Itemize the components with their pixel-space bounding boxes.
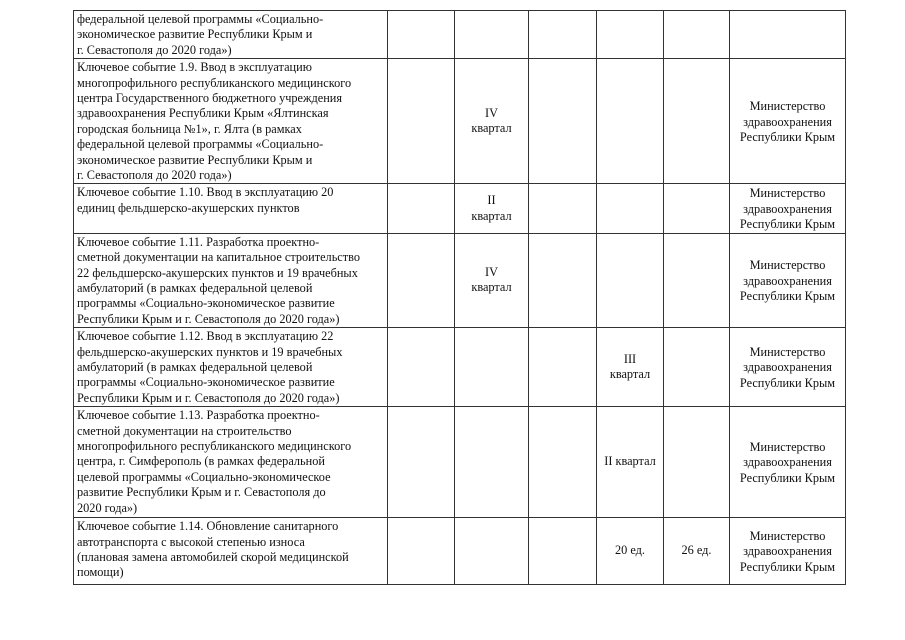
event-cell <box>74 11 388 59</box>
event-text-line: автотранспорта с высокой степенью износа <box>77 534 305 549</box>
empty-cell <box>388 518 455 585</box>
event-text-line: федеральной целевой программы «Социально- <box>77 12 324 26</box>
event-text-line: центра Государственного бюджетного учреждения <box>77 91 343 106</box>
period-cell <box>455 11 529 59</box>
table-row <box>74 407 846 518</box>
event-text-line: городская больница №1», г. Ялта (в рамках <box>77 121 302 136</box>
event-text-line: целевой программы «Социально-экономическое <box>77 469 331 484</box>
event-text-line: помощи) <box>77 565 124 580</box>
responsible-text-line: здравоохранения <box>743 273 832 288</box>
responsible-cell <box>730 59 846 184</box>
value-cell <box>664 59 730 184</box>
period-text: IV <box>485 105 498 120</box>
event-text-line: экономическое развитие Республики Крым и <box>77 27 313 42</box>
period-cell <box>455 328 529 407</box>
responsible-cell <box>730 518 846 585</box>
responsible-text-line: Министерство <box>749 99 826 114</box>
event-text-line: (плановая замена автомобилей скорой медицинской <box>77 549 349 564</box>
event-text-line: программы «Социально-экономическое развитие <box>77 296 335 311</box>
responsible-text-line: Республики Крым <box>739 375 836 390</box>
value-cell <box>664 184 730 233</box>
event-text-line: многопрофильного республиканского медицинского <box>77 438 352 453</box>
event-text-line: единиц фельдшерско-акушерских пунктов <box>77 200 300 215</box>
period-text: квартал <box>471 208 512 223</box>
period-text: III <box>623 351 637 366</box>
event-text-line: сметной документации на капитальное строительство <box>77 250 361 265</box>
responsible-text-line: Республики Крым <box>739 130 836 145</box>
event-text-line: сметной документации на строительство <box>77 423 292 438</box>
plan-table <box>73 10 846 585</box>
responsible-text-line: здравоохранения <box>743 114 832 129</box>
event-text-line: Ключевое событие 1.11. Разработка проектно- <box>77 234 320 249</box>
responsible-text-line: Министерство <box>749 345 826 360</box>
event-text-line: Республики Крым и г. Севастополя до 2020 года») <box>77 390 340 405</box>
period-text: квартал <box>609 367 651 382</box>
period-cell <box>455 407 529 518</box>
event-text-line: экономическое развитие Республики Крым и <box>77 152 313 167</box>
event-text-line: Ключевое событие 1.10. Ввод в эксплуатацию 20 <box>77 185 334 200</box>
empty-cell <box>529 59 597 184</box>
period-cell <box>597 407 664 518</box>
responsible-cell <box>730 407 846 518</box>
table-row <box>74 11 846 59</box>
empty-cell <box>529 518 597 585</box>
event-text-line: фельдшерско-акушерских пунктов и 19 врачебных <box>77 344 343 359</box>
event-text-line: здравоохранения Республики Крым «Ялтинская <box>77 106 329 121</box>
responsible-text-line: Министерство <box>749 258 826 273</box>
responsible-cell <box>730 184 846 233</box>
event-text-line: Ключевое событие 1.13. Разработка проектно- <box>77 408 320 423</box>
event-text-line: Республики Крым и г. Севастополя до 2020 года») <box>77 311 340 326</box>
responsible-text-line: Республики Крым <box>739 289 836 304</box>
period-cell <box>455 233 529 327</box>
period-cell <box>597 328 664 407</box>
period-text: II квартал <box>604 454 656 469</box>
responsible-text-line: здравоохранения <box>743 360 832 375</box>
responsible-text-line: Республики Крым <box>739 470 836 485</box>
period-text: квартал <box>471 280 512 295</box>
event-text-line: развитие Республики Крым и г. Севастополя до <box>77 485 326 500</box>
table-row <box>74 184 846 233</box>
event-cell <box>74 518 388 585</box>
table-row <box>74 233 846 327</box>
responsible-cell <box>730 233 846 327</box>
value-text: 26 ед. <box>681 543 712 558</box>
responsible-cell <box>730 11 846 59</box>
value-cell <box>664 328 730 407</box>
event-text-line: федеральной целевой программы «Социально- <box>77 137 324 152</box>
event-cell <box>74 407 388 518</box>
empty-cell <box>388 233 455 327</box>
empty-cell <box>529 233 597 327</box>
event-text-line: 22 фельдшерско-акушерских пунктов и 19 врачебных <box>77 265 358 280</box>
event-cell <box>74 59 388 184</box>
table-row <box>74 518 846 585</box>
value-cell <box>664 11 730 59</box>
empty-cell <box>529 11 597 59</box>
period-cell <box>597 518 664 585</box>
responsible-text-line: Министерство <box>749 529 826 544</box>
event-text-line: 2020 года») <box>77 500 138 515</box>
responsible-text-line: Республики Крым <box>739 559 836 574</box>
event-text-line: Ключевое событие 1.9. Ввод в эксплуатацию <box>77 60 312 75</box>
event-text-line: г. Севастополя до 2020 года») <box>77 42 232 57</box>
responsible-text-line: Министерство <box>749 186 826 201</box>
responsible-text-line: Министерство <box>749 440 826 455</box>
responsible-text-line: Республики Крым <box>739 217 836 232</box>
event-text-line: амбулаторий (в рамках федеральной целевой <box>77 359 313 374</box>
empty-cell <box>388 328 455 407</box>
event-cell <box>74 328 388 407</box>
responsible-text-line: здравоохранения <box>743 455 832 470</box>
value-cell <box>664 233 730 327</box>
period-text: квартал <box>471 121 512 136</box>
event-cell <box>74 233 388 327</box>
period-cell <box>455 59 529 184</box>
period-text: 20 ед. <box>615 543 645 558</box>
table-row <box>74 59 846 184</box>
value-cell <box>664 407 730 518</box>
period-cell <box>597 233 664 327</box>
empty-cell <box>529 328 597 407</box>
period-cell <box>597 184 664 233</box>
period-cell <box>455 184 529 233</box>
responsible-text-line: здравоохранения <box>743 544 832 559</box>
event-text-line: многопрофильного республиканского медицинского <box>77 75 352 90</box>
event-text-line: амбулаторий (в рамках федеральной целевой <box>77 280 313 295</box>
period-cell <box>597 11 664 59</box>
event-text-line: центра, г. Симферополь (в рамках федеральной <box>77 454 325 469</box>
event-cell <box>74 184 388 233</box>
period-cell <box>597 59 664 184</box>
value-cell <box>664 518 730 585</box>
empty-cell <box>388 11 455 59</box>
empty-cell <box>388 184 455 233</box>
empty-cell <box>529 184 597 233</box>
event-text-line: г. Севастополя до 2020 года») <box>77 168 232 183</box>
empty-cell <box>529 407 597 518</box>
event-text-line: Ключевое событие 1.14. Обновление санитарного <box>77 519 339 534</box>
event-text-line: программы «Социально-экономическое развитие <box>77 375 335 390</box>
event-text-line: Ключевое событие 1.12. Ввод в эксплуатацию 22 <box>77 329 334 344</box>
period-text: IV <box>485 265 498 279</box>
empty-cell <box>388 407 455 518</box>
table-row <box>74 328 846 407</box>
table-body <box>74 11 846 585</box>
responsible-cell <box>730 328 846 407</box>
empty-cell <box>388 59 455 184</box>
period-text: II <box>487 193 496 208</box>
responsible-text-line: здравоохранения <box>743 201 832 216</box>
period-cell <box>455 518 529 585</box>
